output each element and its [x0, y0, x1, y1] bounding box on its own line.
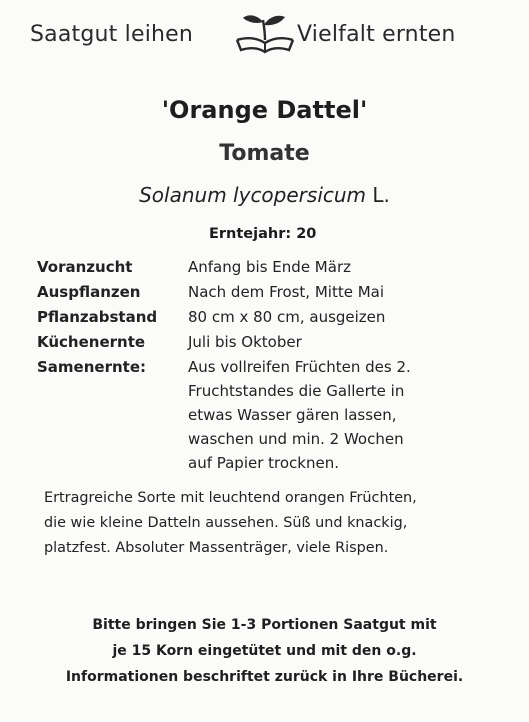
footer-line: Bitte bringen Sie 1-3 Portionen Saatgut mit [92, 617, 437, 633]
description-line: Ertragreiche Sorte mit leuchtend orangen Früchten, [44, 490, 417, 506]
variety-title: 'Orange Dattel' [161, 96, 368, 124]
row-label: Pflanzabstand [37, 308, 158, 326]
row-label: Auspflanzen [37, 283, 141, 301]
table-row [37, 258, 507, 283]
seedling-book-icon [233, 10, 297, 56]
row-value: Nach dem Frost, Mitte Mai [188, 283, 385, 301]
instruction-line: etwas Wasser gären lassen, [188, 406, 397, 424]
row-label: Samenernte: [37, 358, 146, 376]
table-row [37, 283, 507, 308]
footer-line: Informationen beschriftet zurück in Ihre Bücherei. [65, 669, 464, 685]
author-abbreviation: L. [372, 183, 390, 207]
instruction-line: waschen und min. 2 Wochen [188, 430, 404, 448]
cultivation-table [37, 258, 507, 472]
return-instructions [0, 612, 529, 690]
instruction-line: Aus vollreifen Früchten des 2. [188, 358, 411, 376]
seed-harvest-instructions [188, 358, 411, 478]
header [0, 8, 529, 56]
row-value: Juli bis Oktober [188, 333, 302, 351]
variety-description [44, 486, 514, 561]
header-left-text: Saatgut leihen [30, 22, 194, 47]
species-name: Tomate [219, 141, 310, 166]
harvest-year: Erntejahr: 20 [209, 226, 317, 242]
row-value: 80 cm x 80 cm, ausgeizen [188, 308, 386, 326]
row-label: Voranzucht [37, 258, 133, 276]
description-line: platzfest. Absoluter Massenträger, viele Rispen. [44, 540, 389, 556]
table-row-seed-harvest [37, 358, 507, 472]
instruction-line: auf Papier trocknen. [188, 454, 340, 472]
instruction-line: Fruchtstandes die Gallerte in [188, 382, 405, 400]
footer-line: je 15 Korn eingetütet und mit den o.g. [112, 643, 417, 659]
table-row [37, 308, 507, 333]
row-value: Anfang bis Ende März [188, 258, 351, 276]
row-label: Küchenernte [37, 333, 146, 351]
header-right-text: Vielfalt ernten [297, 22, 456, 47]
latin-name [0, 183, 529, 207]
table-row [37, 333, 507, 358]
scientific-name: Solanum lycopersicum [139, 183, 367, 207]
description-line: die wie kleine Datteln aussehen. Süß und knackig, [44, 515, 408, 531]
